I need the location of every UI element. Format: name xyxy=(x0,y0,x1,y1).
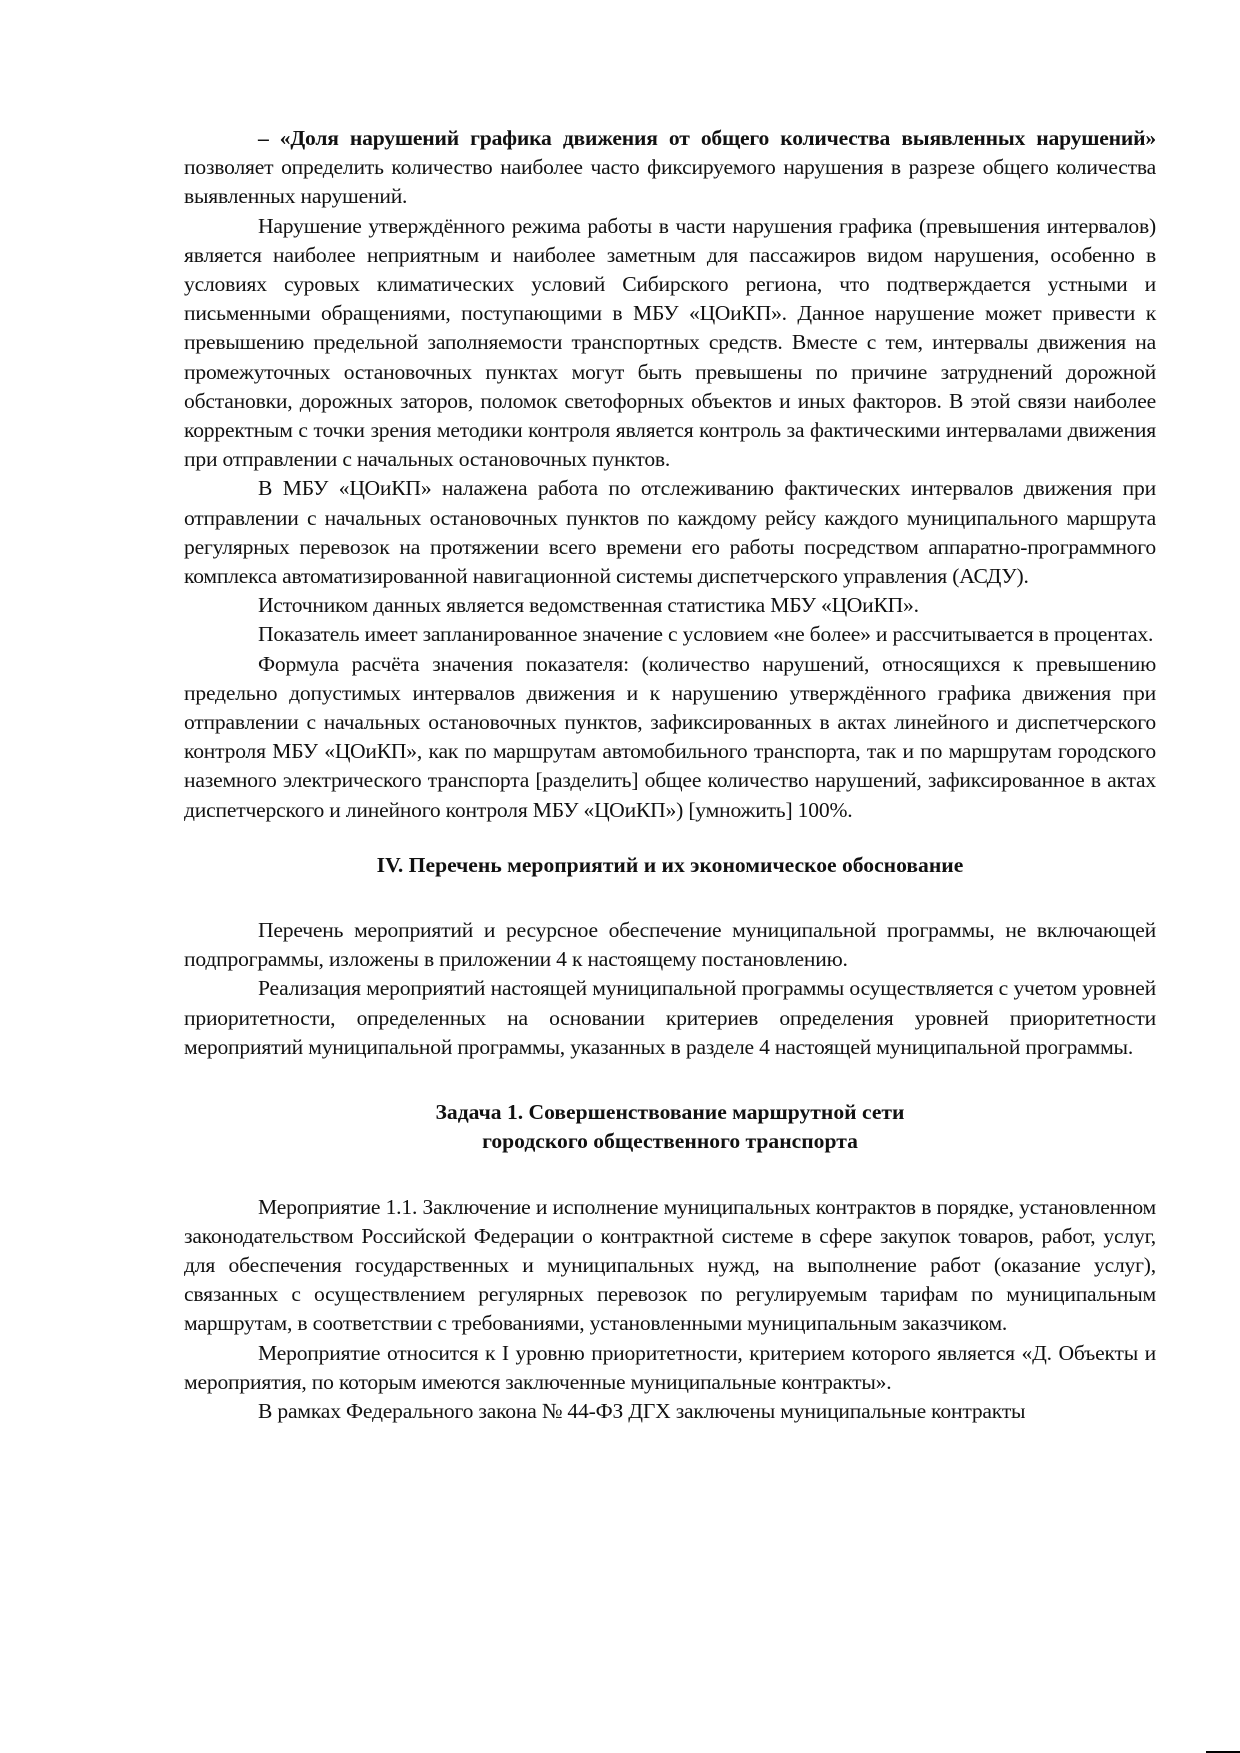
paragraph-indicator-definition xyxy=(184,124,1156,212)
task-heading xyxy=(184,1098,1156,1156)
paragraph-activities-list: Перечень мероприятий и ресурсное обеспечение муниципальной программы, не включающей подпрограммы, изложены в приложении 4 к настоящему постановлению. xyxy=(184,918,1156,972)
document-page xyxy=(184,124,1156,1426)
paragraph-planned-value: Показатель имеет запланированное значение с условием «не более» и рассчитывается в процентах. xyxy=(258,622,1154,647)
paragraph-formula: Формула расчёта значения показателя: (количество нарушений, относящихся к превышению предельно допустимых интервалов движения и к нарушению утверждённого графика движения при отправлении с начальных остановочных пунктов, зафиксированных в актах линейного и диспетчерского контроля МБУ «ЦОиКП», как по маршрутам автомобильного транспорта, так и по маршрутам городского наземного электрического транспорта [разделить] общее количество нарушений, зафиксированное в актах диспетчерского и линейного контроля МБУ «ЦОиКП») [умножить] 100%. xyxy=(184,651,1156,822)
indicator-name: – «Доля нарушений графика движения от общего количества выявленных нарушений» xyxy=(258,126,1156,150)
paragraph-priority-levels: Реализация мероприятий настоящей муниципальной программы осуществляется с учетом уровней приоритетности, определенных на основании критериев определения уровней приоритетности мероприятий муниципальной программы, указанных в разделе 4 настоящей муниципальной программы. xyxy=(184,976,1156,1059)
paragraph-data-source: Источником данных является ведомственная статистика МБУ «ЦОиКП». xyxy=(258,593,919,618)
task-heading-line2: городского общественного транспорта xyxy=(482,1129,858,1154)
task-heading-line1: Задача 1. Совершенствование маршрутной сети xyxy=(435,1100,905,1125)
indicator-description: позволяет определить количество наиболее часто фиксируемого нарушения в разрезе общего количества выявленных нарушений. xyxy=(184,155,1156,209)
paragraph-violation-explanation: Нарушение утверждённого режима работы в части нарушения графика (превышения интервалов) является наиболее неприятным и наиболее заметным для пассажиров видом нарушения, особенно в условиях суровых климатических условий Сибирского региона, что подтверждается устными и письменными обращениями, поступающими в МБУ «ЦОиКП». Данное нарушение может привести к превышению предельной заполняемости транспортных средств. Вместе с тем, интервалы движения на промежуточных остановочных пунктах могут быть превышены по причине затруднений дорожной обстановки, дорожных заторов, поломок светофорных объектов и иных факторов. В этой связи наиболее корректным с точки зрения методики контроля является контроль за фактическими интервалами движения при отправлении с начальных остановочных пунктов. xyxy=(184,213,1156,472)
section-heading-iv: IV. Перечень мероприятий и их экономическое обоснование xyxy=(376,852,964,877)
paragraph-priority-criterion: Мероприятие относится к I уровню приоритетности, критерием которого является «Д. Объекты и мероприятия, по которым имеются заключенные муниципальные контракты». xyxy=(184,1340,1156,1394)
paragraph-federal-law: В рамках Федерального закона № 44-ФЗ ДГХ заключены муниципальные контракты xyxy=(258,1398,1026,1423)
paragraph-activity-1-1: Мероприятие 1.1. Заключение и исполнение муниципальных контрактов в порядке, установленном законодательством Российской Федерации о контрактной системе в сфере закупок товаров, работ, услуг, для обеспечения государственных и муниципальных нужд, на выполнение работ (оказание услуг), связанных с осуществлением регулярных перевозок по регулируемым тарифам по муниципальным маршрутам, в соответствии с требованиями, установленными муниципальным заказчиком. xyxy=(184,1194,1156,1336)
paragraph-asdu-monitoring: В МБУ «ЦОиКП» налажена работа по отслеживанию фактических интервалов движения при отправлении с начальных остановочных пунктов по каждому рейсу каждого муниципального маршрута регулярных перевозок на протяжении всего времени его работы посредством аппаратно-программного комплекса автоматизированной навигационной системы диспетчерского управления (АСДУ). xyxy=(184,476,1156,589)
